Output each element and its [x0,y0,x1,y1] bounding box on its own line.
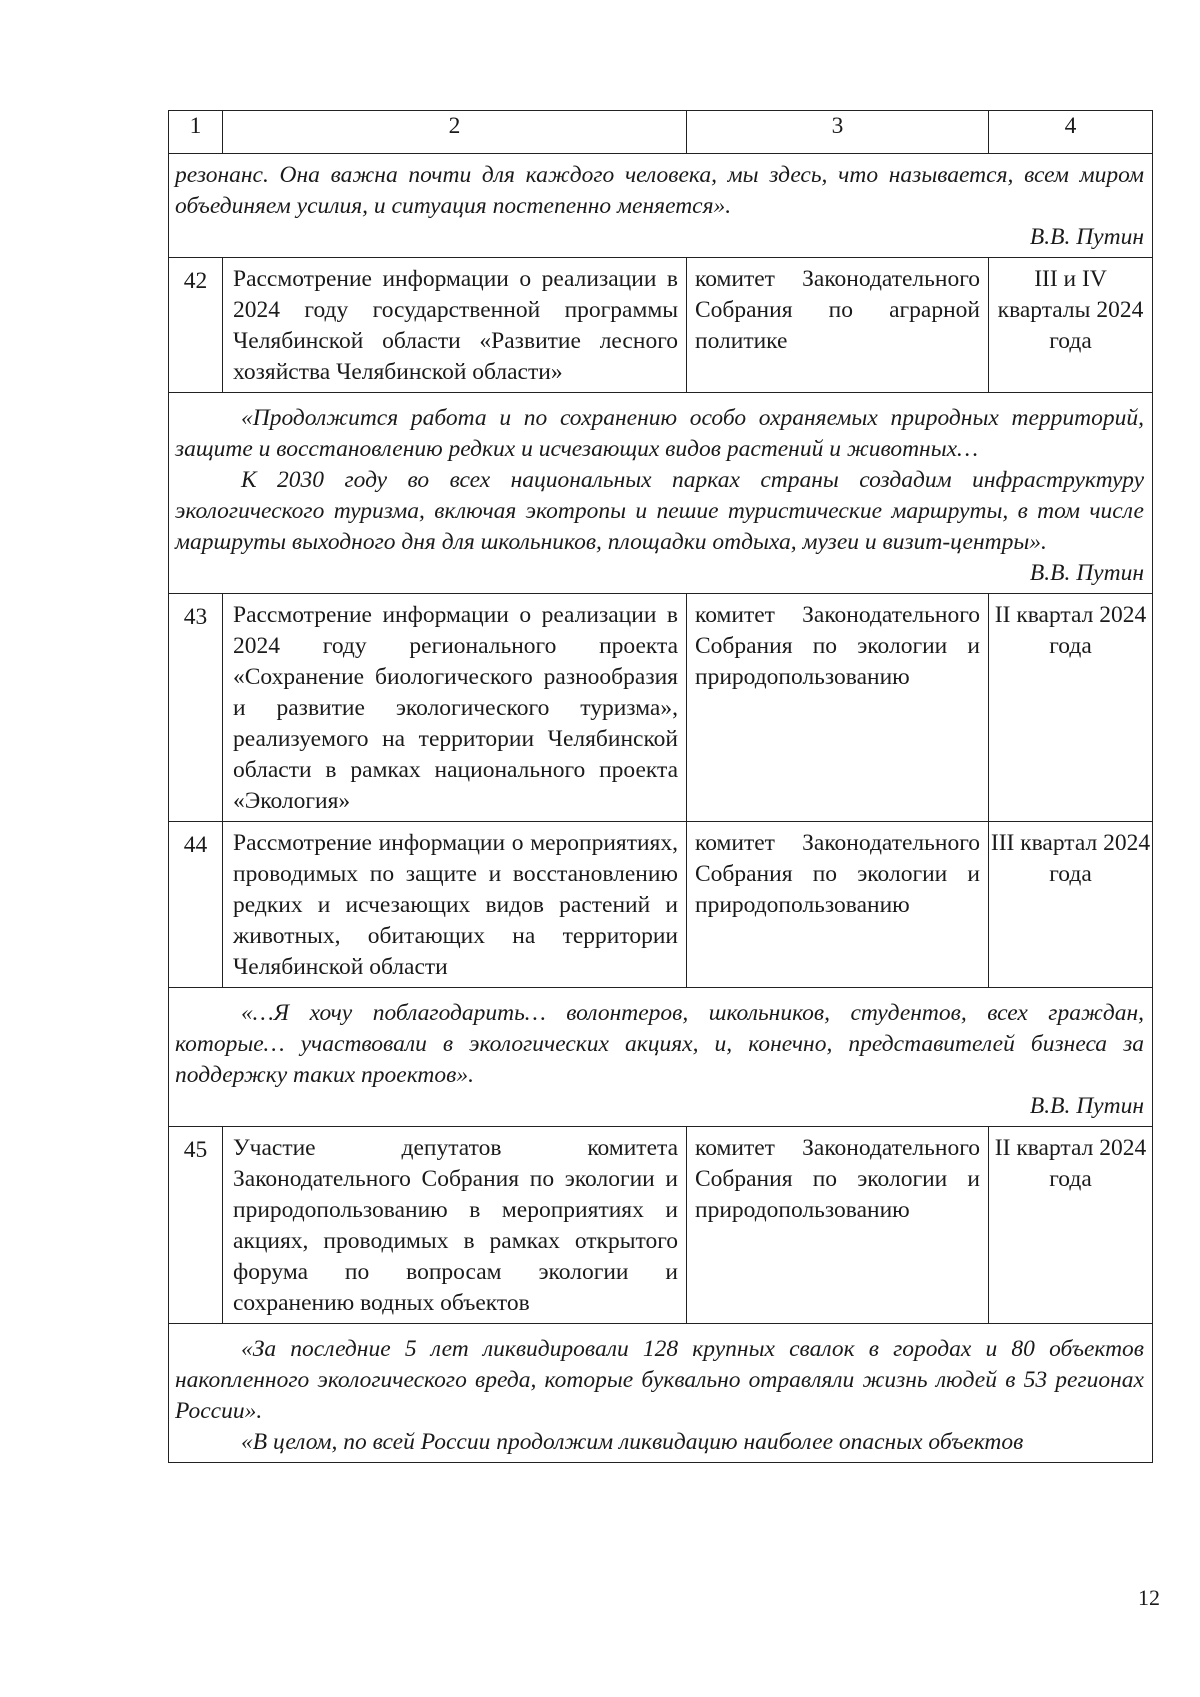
quote-row-4 [169,1324,1153,1463]
plan-table [168,110,1153,1463]
row-responsible: комитет Законодательного Собрания по экологии и природопользованию [687,594,989,822]
table-row-44 [169,822,1153,988]
quote-author: В.В. Путин [1029,1093,1144,1119]
row-term: II квартал 2024 года [989,594,1153,822]
row-responsible: комитет Законодательного Собрания по экологии и природопользованию [687,1127,989,1324]
quote-block [169,988,1153,1127]
quote-row-1 [169,154,1153,258]
quote-paragraph: «…Я хочу поблагодарить… волонтеров, школьников, студентов, всех граждан, которые… участвовали в экологических акциях, и, конечно, представителей бизнеса за поддержку таких проектов». [175,1000,1144,1088]
quote-block [169,154,1153,258]
row-number: 44 [169,822,223,988]
row-number: 43 [169,594,223,822]
quote-author: В.В. Путин [1029,224,1144,250]
quote-paragraph: «Продолжится работа и по сохранению особо охраняемых природных территорий, защите и восстановлению редких и исчезающих видов растений и животных… [175,405,1144,462]
quote-author: В.В. Путин [1029,560,1144,586]
column-header-4: 4 [989,111,1153,154]
row-description: Участие депутатов комитета Законодательного Собрания по экологии и природопользованию в мероприятиях и акциях, проводимых в рамках открытого форума по вопросам экологии и сохранению водных объектов [223,1127,687,1324]
quote-paragraph: «За последние 5 лет ликвидировали 128 крупных свалок в городах и 80 объектов накопленного экологического вреда, которые буквально отравляли жизнь людей в 53 регионах России». [175,1336,1144,1424]
quote-paragraph: К 2030 году во всех национальных парках страны создадим инфраструктуру экологического туризма, включая экотропы и пешие туристические маршруты, в том числе маршруты выходного дня для школьников, площадки отдыха, музеи и визит-центры». [175,467,1144,555]
table-row-42 [169,258,1153,393]
row-description: Рассмотрение информации о реализации в 2024 году государственной программы Челябинской области «Развитие лесного хозяйства Челябинской области» [223,258,687,393]
table-row-45 [169,1127,1153,1324]
quote-paragraph: резонанс. Она важна почти для каждого человека, мы здесь, что называется, всем миром объединяем усилия, и ситуация постепенно меняется». [175,162,1144,219]
page-number: 12 [1138,1585,1160,1610]
column-header-2: 2 [223,111,687,154]
row-term: III и IV кварталы 2024 года [989,258,1153,393]
quote-paragraph: «В целом, по всей России продолжим ликвидацию наиболее опасных объектов [241,1429,1024,1455]
row-term: II квартал 2024 года [989,1127,1153,1324]
column-header-3: 3 [687,111,989,154]
row-responsible: комитет Законодательного Собрания по экологии и природопользованию [687,822,989,988]
row-description: Рассмотрение информации о мероприятиях, проводимых по защите и восстановлению редких и исчезающих видов растений и животных, обитающих на территории Челябинской области [223,822,687,988]
row-description: Рассмотрение информации о реализации в 2024 году регионального проекта «Сохранение биологического разнообразия и развитие экологического туризма», реализуемого на территории Челябинской области в рамках национального проекта «Экология» [223,594,687,822]
quote-row-2 [169,393,1153,594]
quote-block [169,1324,1153,1463]
quote-block [169,393,1153,594]
row-responsible: комитет Законодательного Собрания по аграрной политике [687,258,989,393]
table-row-43 [169,594,1153,822]
column-header-1: 1 [169,111,223,154]
row-term: III квартал 2024 года [989,822,1153,988]
column-header-row [169,111,1153,154]
row-number: 45 [169,1127,223,1324]
quote-row-3 [169,988,1153,1127]
row-number: 42 [169,258,223,393]
